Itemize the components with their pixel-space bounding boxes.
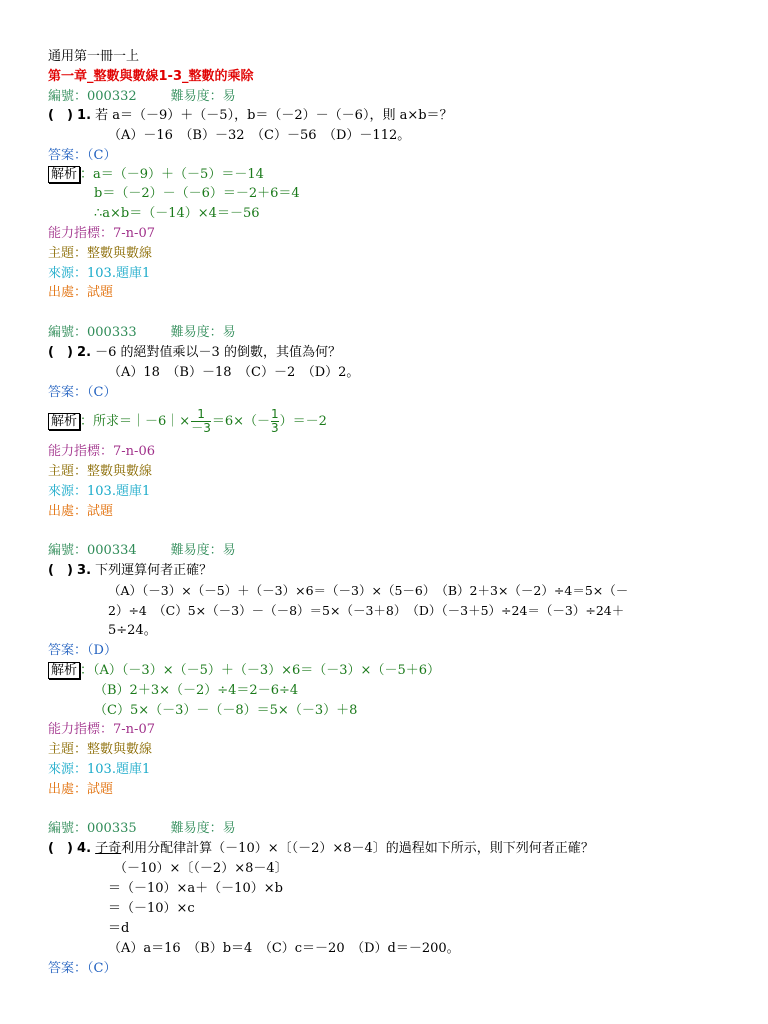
question-3-options-line-3: 5÷24。	[108, 623, 157, 638]
question-id: 000332	[87, 89, 137, 104]
question-4-stem: ( ) 4. 子奇利用分配律計算（－10）×〔（－2）×8－4〕的過程如下所示，則下列何者正確？	[48, 841, 594, 856]
ability-label: 能力指標：	[48, 226, 114, 241]
fraction-numerator: 1	[271, 407, 279, 421]
id-label: 編號：	[48, 325, 88, 340]
question-2-explain: 解析 ：所求＝｜－6｜× $\frac{1}{-3}$ ＝6×（－ $\frac{1}{3}$ ）＝－2	[48, 407, 327, 437]
source-label: 來源：	[48, 762, 88, 777]
question-2-origin	[48, 503, 113, 521]
fraction-numerator: 1	[197, 407, 205, 421]
fraction	[271, 408, 279, 435]
question-3-options-line-2: 2）÷4 （C）5×（－3）－（－8）＝5×（－3＋8） （D）（－3＋5）÷24＝（－3）÷24＋	[108, 603, 625, 618]
question-4-step: ＝（－10）×a＋（－10）×b	[108, 881, 283, 896]
question-4-meta	[48, 820, 236, 838]
origin-value: 試題	[87, 504, 114, 519]
topic-value: 整數與數線	[87, 246, 153, 261]
question-3-explain: 解析 ：（A）（－3）×（－5）＋（－3）×6＝（－3）×（－5＋6）	[48, 662, 440, 680]
fraction-denominator: －3	[191, 421, 211, 435]
difficulty-value: 易	[222, 89, 236, 104]
source-value: 103.題庫1	[87, 484, 151, 499]
topic-label: 主題：	[48, 246, 88, 261]
difficulty-value: 易	[222, 325, 236, 340]
explain-line: ∴a×b＝（－14）×4＝－56	[94, 206, 260, 221]
question-1-answer	[48, 147, 116, 165]
student-name: 子奇	[95, 841, 122, 856]
question-id: 000334	[87, 543, 137, 558]
question-number: 2.	[77, 345, 92, 360]
question-4-step: （－10）×〔（－2）×8－4〕	[114, 861, 288, 876]
question-4-step: ＝d	[108, 921, 130, 936]
document-header: 通用第一冊一上	[48, 49, 140, 64]
question-stem: －6 的絕對值乘以－3 的倒數，其值為何？	[95, 345, 341, 360]
explain-line: b＝（－2）－（－6）＝－2＋6＝4	[94, 186, 300, 201]
question-stem: 利用分配律計算（－10）×〔（－2）×8－4〕的過程如下所示，則下列何者正確？	[121, 841, 594, 856]
question-3-stem: ( ) 3. 下列運算何者正確？	[48, 563, 213, 578]
question-2-stem: ( ) 2. －6 的絕對值乘以－3 的倒數，其值為何？	[48, 345, 341, 360]
difficulty-label: 難易度：	[170, 821, 223, 836]
question-1-origin	[48, 284, 113, 302]
explain-line: a＝（－9）＋（－5）＝－14	[93, 167, 264, 182]
ability-label: 能力指標：	[48, 722, 114, 737]
question-3-options-line-1: （A）（－3）×（－5）＋（－3）×6＝（－3）×（5－6） （B）2＋3×（－2）÷4＝5×（－	[108, 583, 629, 598]
explain-line: （B）2＋3×（－2）÷4＝2－6÷4	[94, 683, 299, 698]
answer-label: 答案：	[48, 961, 88, 976]
question-id: 000335	[87, 821, 137, 836]
question-3-answer	[48, 642, 117, 660]
difficulty-label: 難易度：	[170, 543, 223, 558]
id-label: 編號：	[48, 821, 88, 836]
explain-label: 解析	[48, 413, 80, 430]
origin-label: 出處：	[48, 285, 88, 300]
explain-label: 解析	[48, 166, 80, 183]
topic-label: 主題：	[48, 464, 88, 479]
question-1-ability	[48, 225, 155, 243]
difficulty-value: 易	[222, 543, 236, 558]
origin-value: 試題	[87, 285, 114, 300]
ability-value: 7-n-06	[113, 444, 155, 459]
topic-value: 整數與數線	[87, 742, 153, 757]
question-1-explain: 解析 ：a＝（－9）＋（－5）＝－14	[48, 166, 264, 184]
topic-value: 整數與數線	[87, 464, 153, 479]
question-number: 4.	[77, 841, 92, 856]
difficulty-label: 難易度：	[170, 325, 223, 340]
question-2-answer	[48, 384, 116, 402]
source-value: 103.題庫1	[87, 762, 151, 777]
question-3-topic	[48, 741, 152, 759]
answer-label: 答案：	[48, 148, 88, 163]
chapter-title: 第一章_整數與數線1-3_整數的乘除	[48, 69, 254, 84]
explain-part: ＝6×（－	[211, 414, 271, 429]
id-label: 編號：	[48, 543, 88, 558]
explain-part: ）＝－2	[279, 414, 327, 429]
question-stem: 下列運算何者正確？	[95, 563, 213, 578]
question-4-step: ＝（－10）×c	[108, 901, 195, 916]
source-value: 103.題庫1	[87, 266, 151, 281]
fraction	[191, 408, 211, 435]
explain-line: （A）（－3）×（－5）＋（－3）×6＝（－3）×（－5＋6）	[93, 663, 440, 678]
question-3-meta	[48, 542, 236, 560]
origin-label: 出處：	[48, 504, 88, 519]
question-3-ability	[48, 721, 155, 739]
id-label: 編號：	[48, 89, 88, 104]
question-3-origin	[48, 781, 113, 799]
origin-label: 出處：	[48, 782, 88, 797]
question-2-options: （A）18 （B）－18 （C）－2 （D）2。	[108, 365, 360, 380]
question-2-topic	[48, 463, 152, 481]
question-1-source	[48, 265, 150, 283]
difficulty-label: 難易度：	[170, 89, 223, 104]
question-4-options: （A）a＝16 （B）b＝4 （C）c＝－20 （D）d＝－200。	[108, 941, 460, 956]
origin-value: 試題	[87, 782, 114, 797]
answer-value: （D）	[87, 643, 117, 658]
explain-label: 解析	[48, 662, 80, 679]
question-1-topic	[48, 245, 152, 263]
question-1-stem: ( ) 1. 若 a＝（－9）＋（－5），b＝（－2）－（－6），則 a×b＝？	[48, 108, 453, 123]
answer-value: （C）	[87, 385, 117, 400]
question-4-answer	[48, 960, 116, 978]
question-2-meta	[48, 324, 236, 342]
difficulty-value: 易	[222, 821, 236, 836]
answer-value: （C）	[87, 961, 117, 976]
question-id: 000333	[87, 325, 137, 340]
question-1-options: （A）－16 （B）－32 （C）－56 （D）－112。	[108, 128, 411, 143]
question-number: 1.	[77, 108, 92, 123]
question-1-meta	[48, 88, 236, 106]
source-label: 來源：	[48, 484, 88, 499]
explain-part: 所求＝｜－6｜×	[93, 414, 191, 429]
answer-value: （C）	[87, 148, 117, 163]
question-3-source	[48, 761, 150, 779]
ability-label: 能力指標：	[48, 444, 114, 459]
topic-label: 主題：	[48, 742, 88, 757]
question-stem: 若 a＝（－9）＋（－5），b＝（－2）－（－6），則 a×b＝？	[95, 108, 453, 123]
question-2-ability	[48, 443, 155, 461]
source-label: 來源：	[48, 266, 88, 281]
ability-value: 7-n-07	[113, 722, 155, 737]
fraction-denominator: 3	[271, 421, 279, 435]
question-2-source	[48, 483, 150, 501]
explain-line: （C）5×（－3）－（－8）＝5×（－3）＋8	[94, 703, 358, 718]
ability-value: 7-n-07	[113, 226, 155, 241]
answer-label: 答案：	[48, 643, 88, 658]
question-number: 3.	[77, 563, 92, 578]
answer-label: 答案：	[48, 385, 88, 400]
